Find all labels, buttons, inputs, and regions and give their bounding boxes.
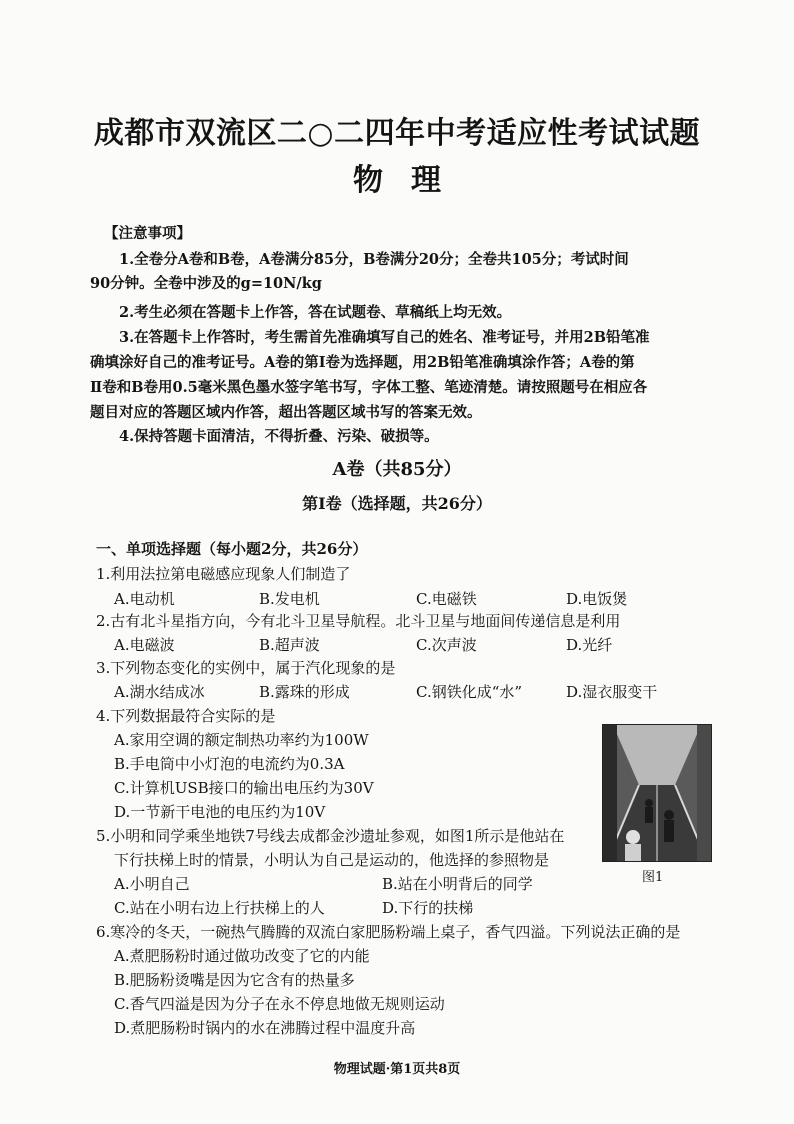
- option-d: D.一节新干电池的电压约为10V: [114, 803, 326, 821]
- section-a-heading: A卷（共85分）: [332, 459, 462, 480]
- notes-line: 1.全卷分A卷和B卷，A卷满分85分，B卷满分20分；全卷共105分；考试时间: [119, 251, 629, 268]
- option-b: B.露珠的形成: [259, 683, 350, 701]
- option-c: C.电磁铁: [416, 590, 477, 608]
- option-a: A.湖水结成冰: [114, 683, 205, 701]
- option-b: B.站在小明背后的同学: [382, 875, 533, 893]
- question-6-stem: 6.寒冷的冬天，一碗热气腾腾的双流白家肥肠粉端上桌子，香气四溢。下列说法正确的是: [96, 923, 681, 941]
- option-c: C.计算机USB接口的输出电压约为30V: [114, 779, 374, 797]
- option-d: D.湿衣服变干: [566, 683, 658, 701]
- question-2-stem: 2.古有北斗星指方向，今有北斗卫星导航程。北斗卫星与地面间传递信息是利用: [96, 612, 621, 630]
- question-4-stem: 4.下列数据最符合实际的是: [96, 707, 276, 725]
- option-d: D.电饭煲: [566, 590, 628, 608]
- option-a: A.煮肥肠粉时通过做功改变了它的内能: [114, 947, 370, 965]
- option-a: A.电磁波: [114, 636, 175, 654]
- part-1-heading: 第Ⅰ卷（选择题，共26分）: [302, 494, 492, 513]
- question-1-stem: 1.利用法拉第电磁感应现象人们制造了: [96, 565, 351, 583]
- notes-line: 2.考生必须在答题卡上作答，答在试题卷、草稿纸上均无效。: [119, 304, 512, 321]
- option-a: A.小明自己: [114, 875, 190, 893]
- option-a: A.家用空调的额定制热功率约为100W: [114, 731, 369, 749]
- option-c: C.钢铁化成“水”: [416, 683, 523, 701]
- question-5-stem-continued: 下行扶梯上时的情景，小明认为自己是运动的，他选择的参照物是: [114, 851, 550, 869]
- question-3-stem: 3.下列物态变化的实例中，属于汽化现象的是: [96, 659, 396, 677]
- option-c: C.次声波: [416, 636, 477, 654]
- subject-title: 物理: [353, 163, 469, 198]
- notes-line: 3.在答题卡上作答时，考生需首先准确填写自己的姓名、准考证号，并用2B铅笔准: [119, 329, 650, 346]
- page-title: 成都市双流区二○二四年中考适应性考试试题: [93, 116, 701, 151]
- option-c: C.站在小明右边上行扶梯上的人: [114, 899, 325, 917]
- option-c: C.香气四溢是因为分子在永不停息地做无规则运动: [114, 995, 445, 1013]
- notes-line: Ⅱ卷和B卷用0.5毫米黑色墨水签字笔书写，字体工整、笔迹清楚。请按照题号在相应各: [90, 379, 648, 396]
- option-d: D.下行的扶梯: [382, 899, 474, 917]
- figure-1-caption: 图1: [642, 870, 664, 885]
- option-a: A.电动机: [114, 590, 175, 608]
- option-b: B.手电筒中小灯泡的电流约为0.3A: [114, 755, 345, 773]
- notes-line: 4.保持答题卡面清洁，不得折叠、污染、破损等。: [119, 428, 439, 445]
- option-d: D.光纤: [566, 636, 613, 654]
- notes-line: 确填涂好自己的准考证号。A卷的第Ⅰ卷为选择题，用2B铅笔准确填涂作答；A卷的第: [90, 354, 635, 371]
- question-5-stem: 5.小明和同学乘坐地铁7号线去成都金沙遗址参观，如图1所示是他站在: [96, 827, 565, 845]
- notes-line: 题目对应的答题区域内作答，超出答题区域书写的答案无效。: [90, 404, 482, 421]
- page-footer: 物理试题·第1页共8页: [333, 1062, 461, 1077]
- notes-heading: 【注意事项】: [104, 225, 191, 242]
- escalator-photo-icon: [603, 725, 711, 861]
- option-d: D.煮肥肠粉时锅内的水在沸腾过程中温度升高: [114, 1019, 416, 1037]
- option-b: B.超声波: [259, 636, 320, 654]
- option-b: B.发电机: [259, 590, 320, 608]
- question-group-heading: 一、单项选择题（每小题2分，共26分）: [96, 540, 368, 558]
- notes-line: 90分钟。全卷中涉及的g=10N/kg: [90, 275, 322, 292]
- figure-1-escalator-photo: [602, 724, 712, 862]
- option-b: B.肥肠粉烫嘴是因为它含有的热量多: [114, 971, 355, 989]
